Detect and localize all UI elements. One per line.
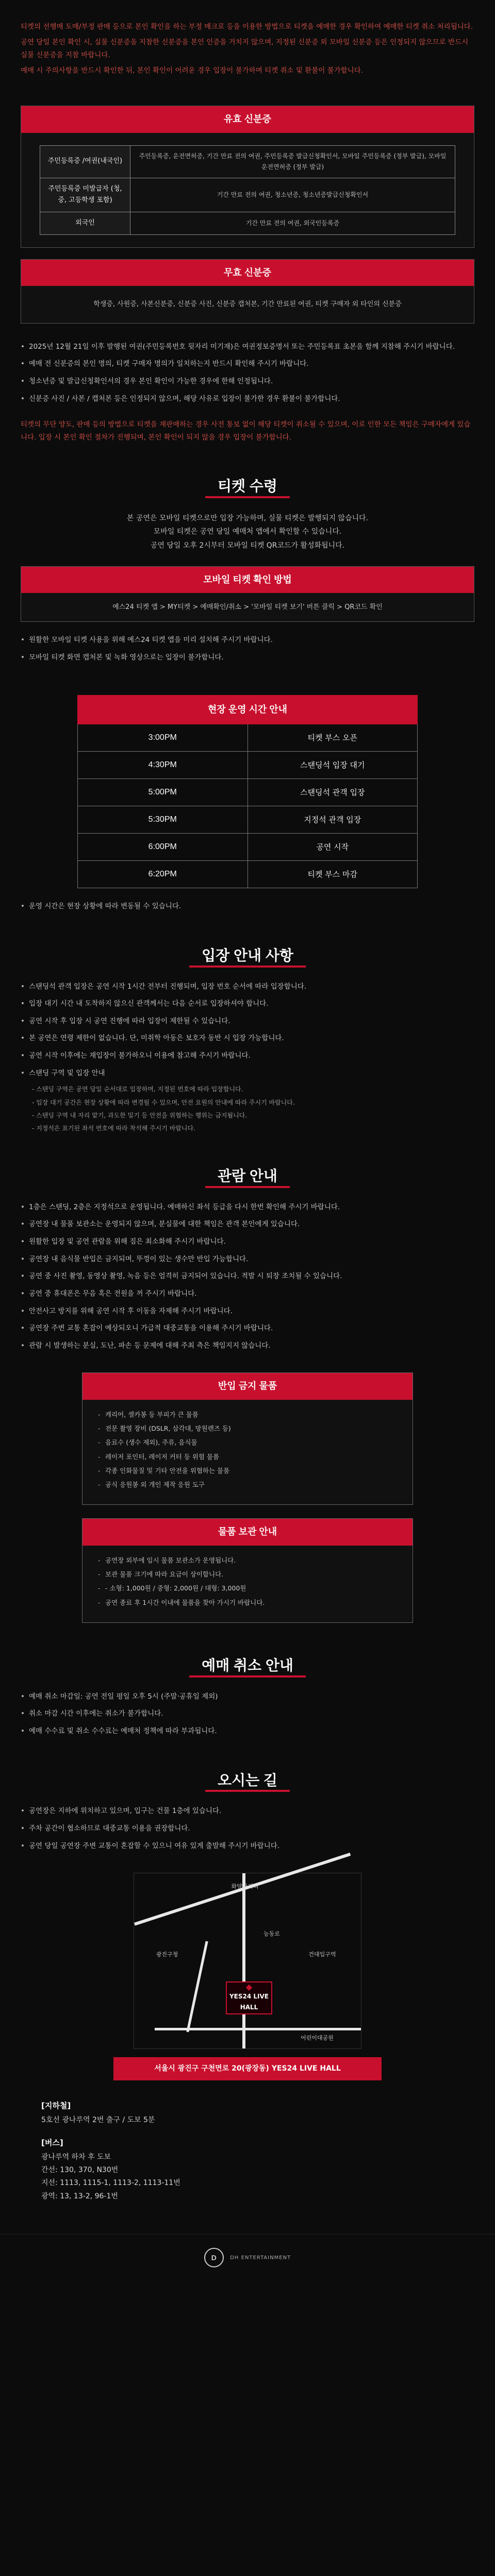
list-item: - 입장 대기 공간은 현장 상황에 따라 변경될 수 있으며, 안전 요원의 안내에 따라 주시기 바랍니다. <box>32 1098 295 1106</box>
list-item: • 공연 당일 공연장 주변 교통이 혼잡할 수 있으니 여유 있게 출발해 주시기 바랍니다. <box>21 1840 474 1853</box>
list-item: - - 소형: 1,000원 / 중형: 2,000원 / 대형: 3,000원 <box>98 1583 397 1594</box>
table-row <box>78 779 418 806</box>
map-label-bottom: 어린이대공원 <box>301 2035 334 2042</box>
list-item: - 각종 인화물질 및 기타 안전을 위협하는 물품 <box>98 1465 397 1476</box>
ticket-section-title <box>21 477 474 498</box>
map-pin-icon: ◆ <box>245 1982 253 1992</box>
list-item: • 원활한 모바일 티켓 사용을 위해 예스24 티켓 앱을 미리 설치해 주시기 바랍니다. <box>21 634 474 647</box>
entry-sub-list <box>21 1084 474 1133</box>
list-item: • 공연장 주변 교통 혼잡이 예상되오니 가급적 대중교통을 이용해 주시기 바랍니다. <box>21 1323 474 1335</box>
list-item: • 공연 시작 후 입장 시 공연 진행에 따라 입장이 제한될 수 있습니다. <box>21 1015 474 1028</box>
schedule-notes <box>21 901 474 913</box>
list-item: • 공연장은 지하에 위치하고 있으며, 입구는 건물 1층에 있습니다. <box>21 1805 474 1818</box>
list-item: - 보관 물품 크기에 따라 요금이 상이합니다. <box>98 1569 397 1580</box>
valid-id-table <box>40 145 455 235</box>
list-item: - 레이저 포인터, 레이저 커터 등 위험 물품 <box>98 1451 397 1462</box>
transit-line: 광역: 13, 13-2, 96-1번 <box>41 2192 118 2200</box>
mobile-ticket-title: 모바일 티켓 확인 방법 <box>21 567 474 594</box>
list-item: • 2025년 12월 21일 이후 발행된 여권(주민등록번호 뒷자리 미기재)은 여권정보증명서 또는 주민등록표 초본을 함께 지참해 주시기 바랍니다. <box>21 341 474 353</box>
list-item: • 취소 마감 시간 이후에는 취소가 불가합니다. <box>21 1708 474 1720</box>
map-road <box>155 2028 361 2030</box>
list-item: • 스탠딩석 관객 입장은 공연 시작 1시간 전부터 진행되며, 입장 번호 순서에 따라 입장합니다. <box>21 981 474 993</box>
list-item: • 공연장 내 음식물 반입은 금지되며, 뚜껑이 있는 생수만 반입 가능합니다. <box>21 1253 474 1266</box>
banned-items-list <box>82 1400 412 1505</box>
schedule-event: 공연 시작 <box>248 834 418 861</box>
ticket-line: 모바일 티켓은 공연 당일 예매처 앱에서 확인할 수 있습니다. <box>153 528 342 536</box>
ticket-notes-list <box>21 634 474 664</box>
intro-line: 공연 당일 본인 확인 시, 실물 신분증을 지참한 신분증을 본인 인증을 거치지 않으며, 지정된 신분증 외 모바일 신분증 등은 인정되지 않으므로 반드시 실물 신분증을 지참 바랍니다. <box>21 38 469 59</box>
storage-box <box>82 1518 413 1623</box>
transit-line: 5호선 광나루역 2번 출구 / 도보 5분 <box>41 2115 155 2124</box>
mobile-ticket-steps: 예스24 티켓 앱 > MY티켓 > 예매확인/취소 > '모바일 티켓 보기' 버튼 클릭 > QR코드 확인 <box>112 603 383 611</box>
venue-marker <box>226 1981 272 2014</box>
banned-items-title: 반입 금지 물품 <box>82 1373 412 1400</box>
ticket-line: 공연 당일 오후 2시부터 모바일 티켓 QR코드가 활성화됩니다. <box>150 541 345 550</box>
venue-name: YES24 LIVE HALL <box>229 1993 269 2011</box>
banned-items-box <box>82 1372 413 1505</box>
list-item: • 예매 전 신분증의 본인 명의, 티켓 구매자 명의가 일치하는지 반드시 확인해 주시기 바랍니다. <box>21 358 474 370</box>
list-item: • 본 공연은 연령 제한이 없습니다. 단, 미취학 아동은 보호자 동반 시 입장 가능합니다. <box>21 1032 474 1045</box>
section-heading: 오시는 길 <box>205 1771 290 1792</box>
schedule-time: 3:00PM <box>78 724 248 752</box>
schedule-time: 5:30PM <box>78 806 248 834</box>
directions-list <box>21 1805 474 1852</box>
list-item: • 공연장 내 물품 보관소는 운영되지 않으며, 분실물에 대한 책임은 관객 본인에게 있습니다. <box>21 1218 474 1231</box>
ticket-info <box>21 512 474 553</box>
directions-section-title <box>21 1771 474 1792</box>
map-road <box>186 1941 208 2032</box>
list-item: • 스탠딩 구역 및 입장 안내 <box>21 1067 474 1080</box>
table-row <box>78 752 418 779</box>
entry-section-title <box>21 946 474 968</box>
schedule-event: 지정석 관객 입장 <box>248 806 418 834</box>
list-item: • 1층은 스탠딩, 2층은 지정석으로 운영됩니다. 예매하신 좌석 등급을 다시 한번 확인해 주시기 바랍니다. <box>21 1201 474 1214</box>
map-label-mid: 능동로 <box>263 1930 280 1938</box>
schedule-event: 티켓 부스 오픈 <box>248 724 418 752</box>
valid-id-box <box>21 106 474 248</box>
schedule-time: 5:00PM <box>78 779 248 806</box>
list-item: • 예매 취소 마감일: 공연 전일 평일 오후 5시 (주말·공휴일 제외) <box>21 1691 474 1703</box>
map-label-left: 광진구청 <box>156 1951 178 1958</box>
id-type-label: 주민등록증 미발급자 (청, 중, 고등학생 포함) <box>40 178 130 212</box>
brand-name: DH ENTERTAINMENT <box>230 2255 291 2261</box>
location-map <box>134 1873 361 2049</box>
map-road <box>242 1873 245 2048</box>
table-row <box>78 724 418 752</box>
list-item: • 주차 공간이 협소하므로 대중교통 이용을 권장합니다. <box>21 1823 474 1835</box>
list-item: • 모바일 티켓 화면 캡처본 및 녹화 영상으로는 입장이 불가합니다. <box>21 652 474 664</box>
refund-section-title <box>21 1656 474 1677</box>
list-item: - 스탠딩 구역 내 자리 맡기, 과도한 밀기 등 안전을 위협하는 행위는 금지됩니다. <box>32 1111 248 1119</box>
list-item: - 공연 종료 후 1시간 이내에 물품을 찾아 가시기 바랍니다. <box>98 1597 397 1608</box>
transit-info <box>41 2099 474 2203</box>
list-item: - 음료수 (생수 제외), 주류, 음식물 <box>98 1437 397 1448</box>
transit-heading: [지하철] <box>41 2100 71 2110</box>
list-item: - 지정석은 표기된 좌석 번호에 따라 착석해 주시기 바랍니다. <box>32 1124 195 1132</box>
viewing-list <box>21 1201 474 1352</box>
map-label-right: 건대입구역 <box>308 1951 336 1958</box>
schedule-time: 4:30PM <box>78 752 248 779</box>
schedule-title: 현장 운영 시간 안내 <box>78 695 418 724</box>
transit-line: 간선: 130, 370, N30번 <box>41 2166 119 2175</box>
entry-list <box>21 981 474 1080</box>
schedule-table <box>77 695 418 889</box>
list-item: • 청소년증 및 발급신청확인서의 경우 본인 확인이 가능한 경우에 한해 인정됩니다. <box>21 376 474 388</box>
intro-line: 예매 시 주의사항을 반드시 확인한 뒤, 본인 확인이 어려운 경우 입장이 불가하며 티켓 취소 및 환불이 불가합니다. <box>21 66 364 75</box>
ticket-line: 본 공연은 모바일 티켓으로만 입장 가능하며, 실물 티켓은 발행되지 않습니다. <box>126 514 369 522</box>
section-heading: 티켓 수령 <box>205 477 290 498</box>
id-notes-list <box>21 341 474 405</box>
list-item: - 캐리어, 셀카봉 등 부피가 큰 물품 <box>98 1409 397 1420</box>
section-heading: 예매 취소 안내 <box>189 1656 306 1677</box>
table-row <box>78 861 418 888</box>
storage-list <box>82 1546 412 1622</box>
id-type-label: 외국인 <box>40 212 130 235</box>
schedule-time: 6:20PM <box>78 861 248 888</box>
invalid-id-box <box>21 259 474 324</box>
list-item: • 예매 수수료 및 취소 수수료는 예매처 정책에 따라 부과됩니다. <box>21 1725 474 1738</box>
intro-warning <box>21 0 474 90</box>
valid-id-title: 유효 신분증 <box>21 106 474 133</box>
transit-heading: [버스] <box>41 2138 63 2148</box>
table-row <box>40 178 455 212</box>
table-row <box>78 806 418 834</box>
list-item: • 공연 중 사진 촬영, 동영상 촬영, 녹음 등은 엄격히 금지되어 있습니다. 적발 시 퇴장 조치될 수 있습니다. <box>21 1270 474 1283</box>
section-heading: 관람 안내 <box>205 1166 290 1188</box>
id-type-value: 기간 만료 전의 여권, 외국인등록증 <box>130 212 455 235</box>
footer <box>0 2234 495 2288</box>
list-item: - 공연장 외부에 임시 물품 보관소가 운영됩니다. <box>98 1555 397 1566</box>
schedule-event: 스탠딩석 입장 대기 <box>248 752 418 779</box>
list-item: - 공식 응원봉 외 개인 제작 응원 도구 <box>98 1479 397 1490</box>
list-item: • 관람 시 발생하는 분실, 도난, 파손 등 문제에 대해 주최 측은 책임지지 않습니다. <box>21 1340 474 1352</box>
list-item: - 스탠딩 구역은 공연 당일 순서대로 입장하며, 지정된 번호에 따라 입장합니다. <box>32 1086 243 1093</box>
schedule-event: 티켓 부스 마감 <box>248 861 418 888</box>
list-item: • 공연 중 휴대폰은 무음 혹은 전원을 꺼 주시기 바랍니다. <box>21 1288 474 1300</box>
storage-title: 물품 보관 안내 <box>82 1519 412 1546</box>
schedule-section <box>21 695 474 913</box>
intro-line: 티켓의 선행매 도매/부정 판매 등으로 본인 확인을 하는 부정 매크로 등을 이용한 방법으로 티켓을 예매한 경우 확인하여 예매한 티켓 취소 처리됩니다. <box>21 23 473 31</box>
invalid-id-text: 학생증, 사원증, 사본신분증, 신분증 사진, 신분증 캡처본, 기간 만료된 여권, 티켓 구매자 외 타인의 신분증 <box>93 300 402 309</box>
transit-line: 지선: 1113, 1115-1, 1113-2, 1113-11번 <box>41 2179 180 2188</box>
list-item: • 안전사고 방지를 위해 공연 시작 후 이동을 자제해 주시기 바랍니다. <box>21 1306 474 1318</box>
brand-logo-icon: D <box>204 2248 224 2267</box>
invalid-id-title: 무효 신분증 <box>21 260 474 286</box>
table-row <box>78 834 418 861</box>
table-row <box>40 145 455 178</box>
table-row <box>40 212 455 235</box>
mobile-ticket-box <box>21 566 474 622</box>
schedule-event: 스탠딩석 관객 입장 <box>248 779 418 806</box>
list-item: - 전문 촬영 장비 (DSLR, 삼각대, 망원렌즈 등) <box>98 1423 397 1434</box>
map-caption: 서울시 광진구 구천면로 20(광장동) YES24 LIVE HALL <box>113 2057 382 2080</box>
resale-warning: 티켓의 무단 양도, 판매 등의 방법으로 티켓을 재판매하는 경우 사전 통보 없이 해당 티켓이 취소될 수 있으며, 이로 인한 모든 책임은 구매자에게 있습니다. 입장 시 본인 확인 절차가 진행되며, 본인 확인이 되지 않을 경우 입장이 불가합니다. <box>21 420 471 442</box>
map-label-top: 화양사거리 <box>231 1883 259 1890</box>
list-item: • 신분증 사진 / 사본 / 캡처본 등은 인정되지 않으며, 해당 사유로 입장이 불가한 경우 환불이 불가합니다. <box>21 393 474 405</box>
section-heading: 입장 안내 사항 <box>189 946 306 968</box>
list-item: • 운영 시간은 현장 상황에 따라 변동될 수 있습니다. <box>21 901 474 913</box>
refund-list <box>21 1691 474 1738</box>
list-item: • 입장 대기 시간 내 도착하지 않으신 관객께서는 다음 순서로 입장하셔야 합니다. <box>21 998 474 1010</box>
schedule-time: 6:00PM <box>78 834 248 861</box>
transit-line: 광나루역 하차 후 도보 <box>41 2153 111 2162</box>
list-item: • 공연 시작 이후에는 재입장이 불가하오니 이용에 참고해 주시기 바랍니다. <box>21 1050 474 1062</box>
list-item: • 원활한 입장 및 공연 관람을 위해 짐은 최소화해 주시기 바랍니다. <box>21 1236 474 1248</box>
viewing-section-title <box>21 1166 474 1188</box>
id-type-value: 기간 만료 전의 여권, 청소년증, 청소년증발급신청확인서 <box>130 178 455 212</box>
id-type-label: 주민등록증 /여권(내국인) <box>40 145 130 178</box>
id-type-value: 주민등록증, 운전면허증, 기간 만료 전의 여권, 주민등록증 발급신청확인서, 모바일 주민등록증 (정부 발급), 모바일 운전면허증 (정부 발급) <box>130 145 455 178</box>
